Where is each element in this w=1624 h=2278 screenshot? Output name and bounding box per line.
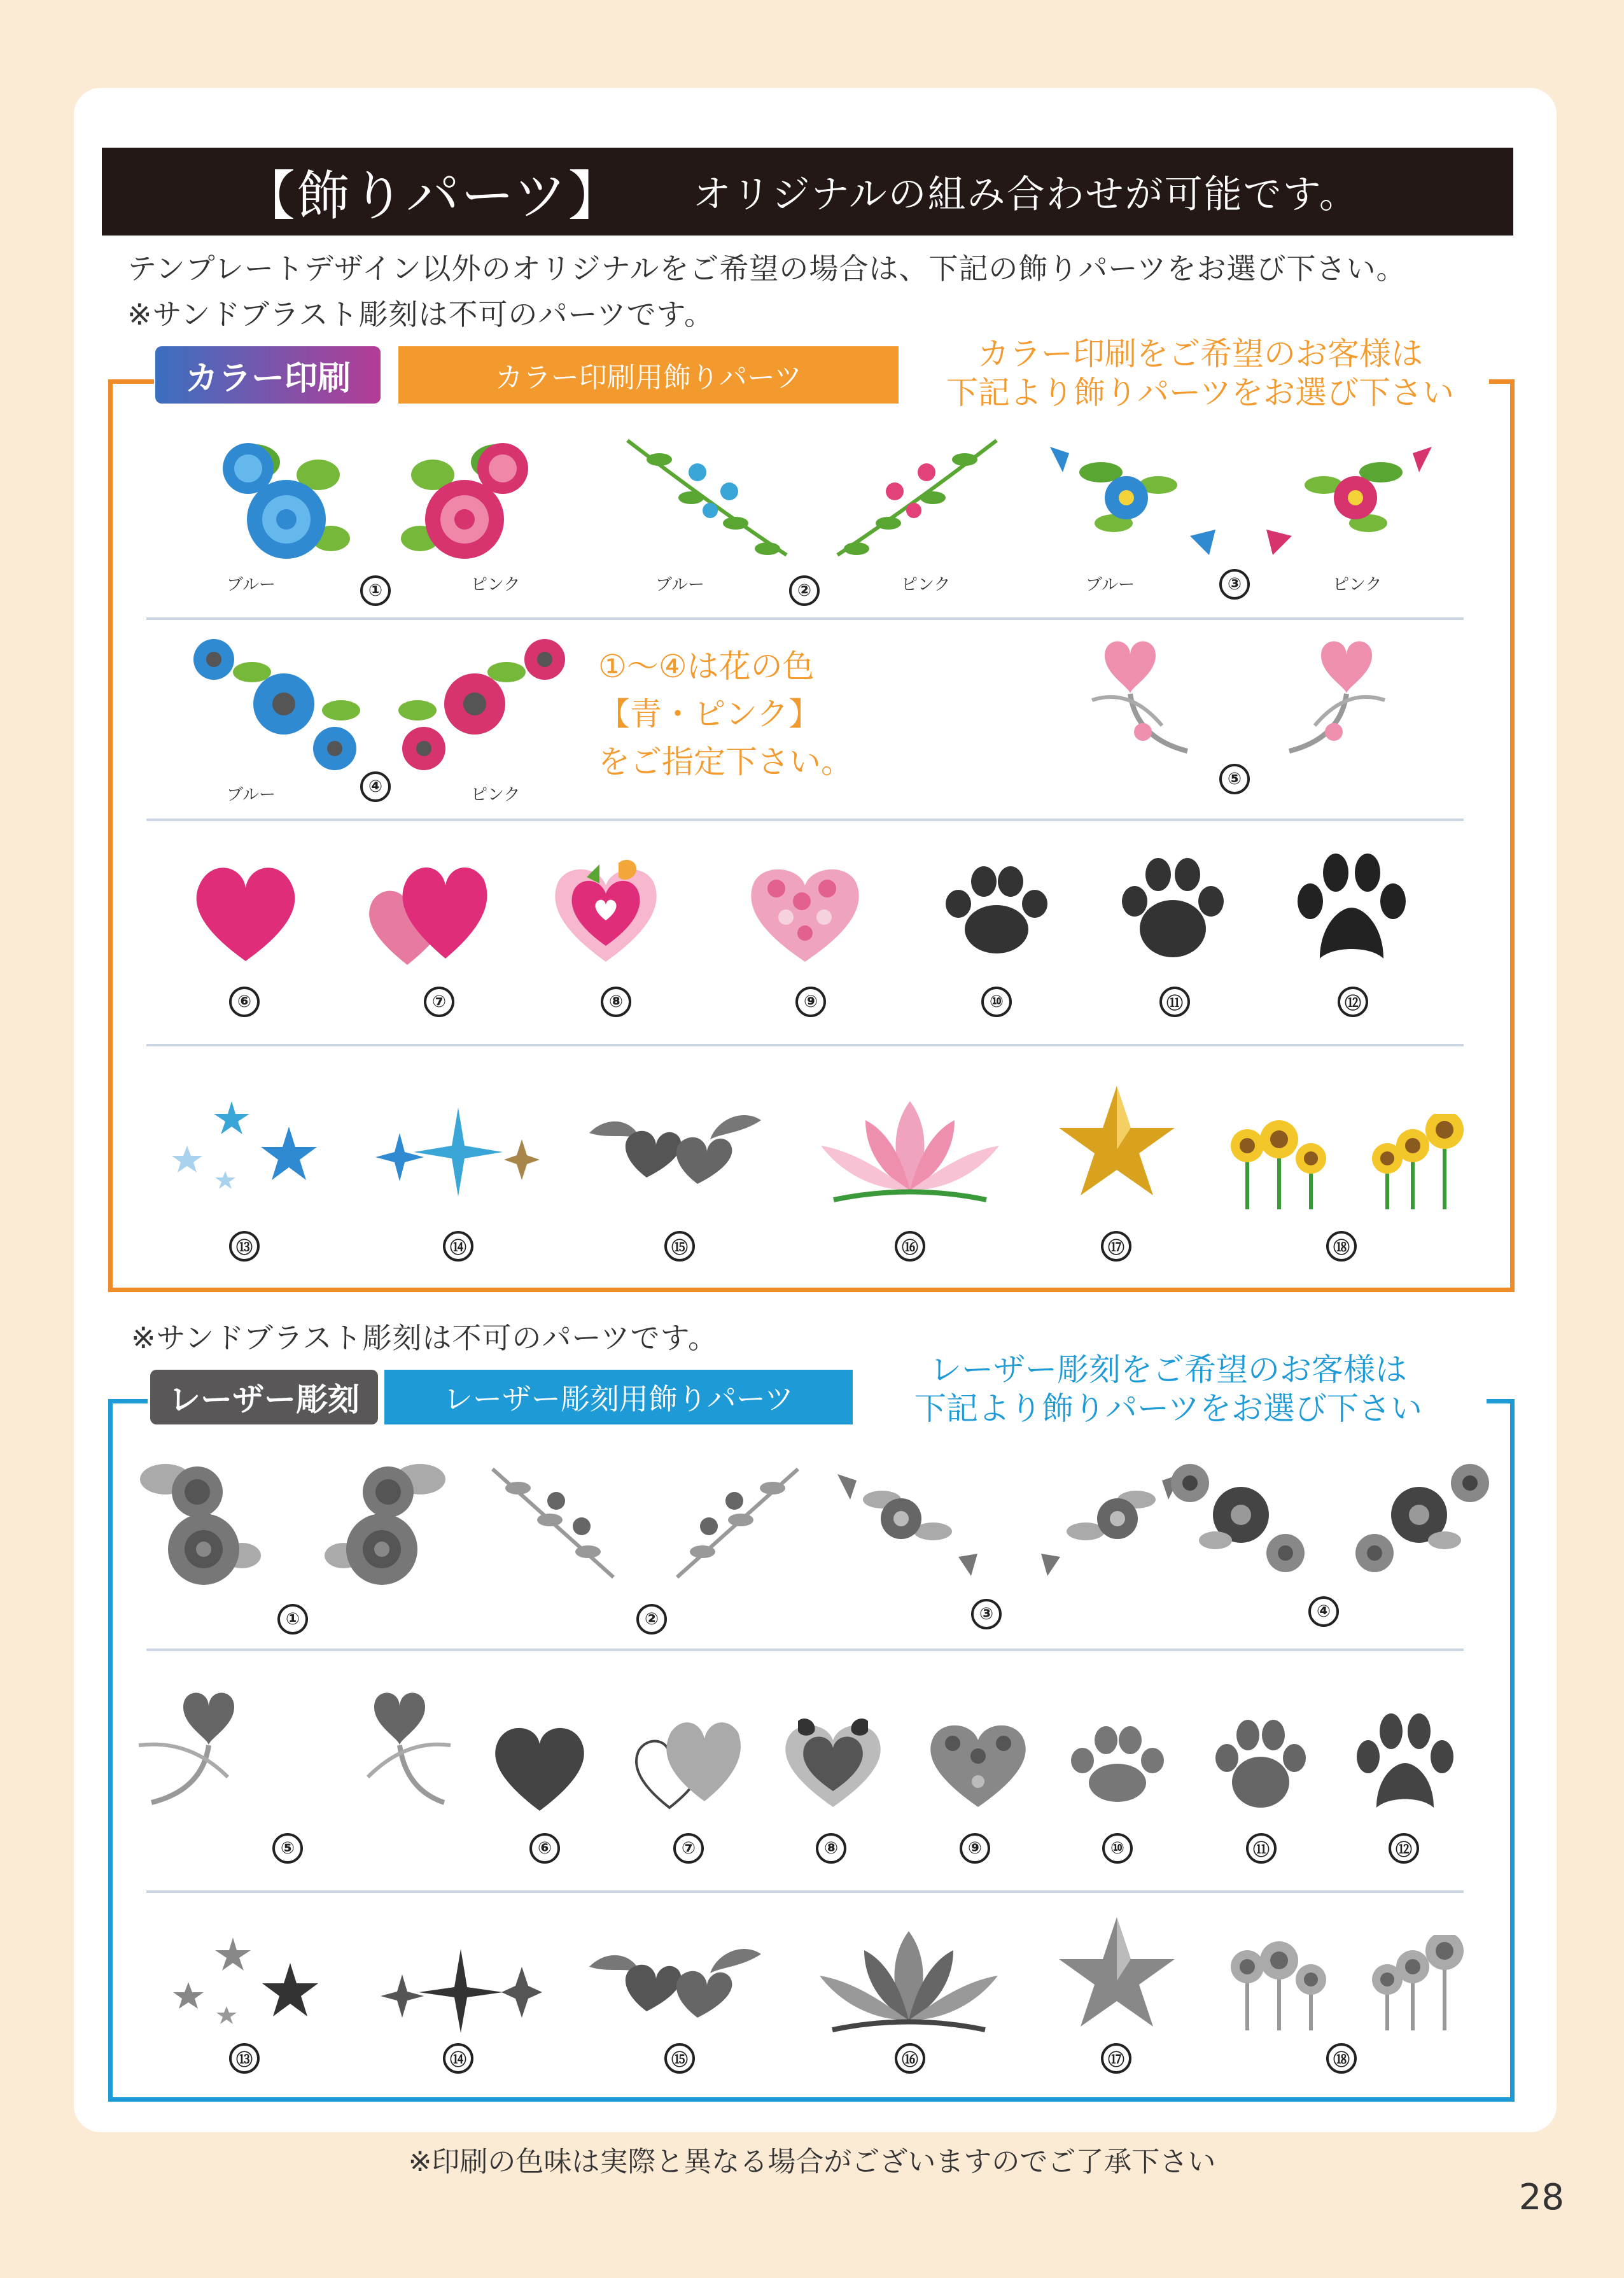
leaf-vine-gray-icon <box>493 1469 798 1577</box>
footer-note: ※印刷の色味は実際と異なる場合がございますのでご了承下さい <box>408 2146 1216 2178</box>
laser-number-11: ⑪ <box>1246 1833 1277 1864</box>
part-7-double-heart-laser[interactable] <box>631 1712 746 1814</box>
color-frame-top-right <box>1489 379 1515 384</box>
part-4-daisy-color[interactable] <box>188 634 570 774</box>
laser-number-9: ⑨ <box>960 1833 990 1864</box>
part-1-rose-laser[interactable] <box>115 1454 471 1594</box>
laser-note-line-2: 下記より飾りパーツをお選び下さい <box>914 1390 1422 1427</box>
part-15-winged-heart-color[interactable] <box>589 1107 761 1197</box>
laser-number-12: ⑫ <box>1389 1833 1419 1864</box>
label-pink-3: ピンク <box>1333 575 1382 594</box>
part-3-branch-laser[interactable] <box>831 1461 1187 1582</box>
leaf-vine-blue-icon <box>627 440 787 555</box>
leaf-vine-pink-icon <box>837 440 997 555</box>
daisy-pink-icon <box>398 639 565 770</box>
part-1-rose-color[interactable] <box>178 430 573 577</box>
flower-branch-gray-icon <box>837 1474 1181 1576</box>
rose-gray-right-icon <box>325 1464 445 1585</box>
rose-blue-icon <box>223 443 350 559</box>
number-16: ⑯ <box>895 1231 925 1262</box>
number-2: ② <box>789 575 820 606</box>
sparkle-icon <box>381 1949 542 2033</box>
part-17-gold-star-color[interactable] <box>1056 1086 1177 1200</box>
heart-icon <box>197 868 295 961</box>
number-17: ⑰ <box>1101 1231 1131 1262</box>
flower-heart-icon <box>751 869 858 962</box>
laser-number-18: ⑱ <box>1326 2043 1357 2074</box>
number-3: ③ <box>1219 569 1250 600</box>
number-1: ① <box>360 575 391 606</box>
heart-swirl-left-icon <box>1092 642 1187 752</box>
stars-icon <box>261 1127 317 1180</box>
laser-number-1: ① <box>277 1604 308 1635</box>
stars-icon <box>262 1963 318 2016</box>
sunflower-icon <box>1231 1114 1464 1209</box>
part-18-sunflower-color[interactable] <box>1215 1114 1470 1209</box>
flower-branch-blue-icon <box>1050 447 1215 555</box>
number-5: ⑤ <box>1219 764 1250 794</box>
laser-note-line-1: レーザー彫刻をご希望のお客様は <box>930 1351 1407 1388</box>
number-10: ⑩ <box>981 987 1012 1017</box>
part-12-paw-large-laser[interactable] <box>1354 1712 1456 1814</box>
color-note-line-1: カラー印刷をご希望のお客様は <box>977 335 1423 372</box>
part-9-flower-heart-color[interactable] <box>745 857 865 965</box>
color-print-subtag: カラー印刷用飾りパーツ <box>398 346 899 404</box>
flower-color-note-line-2: 【青・ピンク】 <box>598 696 820 733</box>
lotus-icon <box>820 1931 998 2030</box>
flower-heart-icon <box>930 1726 1025 1807</box>
part-8-glow-heart-color[interactable] <box>549 857 663 965</box>
laser-number-15: ⑮ <box>664 2043 695 2074</box>
daisy-blue-icon <box>193 639 360 770</box>
divider <box>146 1044 1464 1046</box>
divider <box>146 819 1464 821</box>
part-4-daisy-laser[interactable] <box>1165 1458 1495 1585</box>
label-blue-1: ブルー <box>227 575 276 594</box>
intro-line-2: ※サンドブラスト彫刻は不可のパーツです。 <box>127 297 714 332</box>
number-13: ⑬ <box>229 1231 260 1262</box>
page-title: 【飾りパーツ】 <box>242 164 623 227</box>
flower-branch-pink-icon <box>1266 447 1432 555</box>
part-16-lotus-laser[interactable] <box>813 1925 1004 2039</box>
flower-color-note <box>598 643 853 786</box>
intro-line-1: テンプレートデザイン以外のオリジナルをご希望の場合は、下記の飾りパーツをお選び下さい。 <box>127 251 1406 286</box>
number-18: ⑱ <box>1326 1231 1357 1262</box>
number-7: ⑦ <box>424 987 454 1017</box>
winged-heart-icon <box>589 1949 761 2018</box>
part-3-branch-color[interactable] <box>1037 428 1445 574</box>
part-8-glow-heart-laser[interactable] <box>779 1715 887 1810</box>
part-7-double-heart-color[interactable] <box>363 857 490 971</box>
laser-number-17: ⑰ <box>1101 2043 1131 2074</box>
color-frame-top-left <box>108 379 154 384</box>
paw-medium-icon <box>1215 1720 1306 1808</box>
part-2-vine-color[interactable] <box>621 428 1003 568</box>
laser-number-4: ④ <box>1308 1596 1339 1627</box>
paw-small-icon <box>1071 1726 1164 1802</box>
winged-heart-icon <box>589 1115 761 1184</box>
daisy-gray-icon <box>1171 1464 1489 1572</box>
laser-frame-top-left <box>108 1399 148 1403</box>
rose-gray-left-icon <box>140 1464 261 1585</box>
paw-small-icon <box>946 866 1047 953</box>
part-5-heart-swirl-color[interactable] <box>1067 630 1410 764</box>
lotus-icon <box>821 1101 999 1200</box>
laser-frame-top-right <box>1487 1399 1515 1403</box>
laser-number-7: ⑦ <box>673 1833 704 1864</box>
sparkle-icon <box>375 1107 540 1197</box>
number-9: ⑨ <box>795 987 826 1017</box>
laser-number-2: ② <box>636 1604 667 1635</box>
number-11: ⑪ <box>1159 987 1190 1017</box>
flower-color-note-line-1: ①～④は花の色 <box>598 648 815 685</box>
label-pink-2: ピンク <box>901 575 951 594</box>
part-10-paw-small-laser[interactable] <box>1067 1722 1168 1805</box>
paw-medium-icon <box>1122 858 1224 957</box>
part-15-winged-heart-laser[interactable] <box>589 1941 761 2030</box>
laser-subtag: レーザー彫刻用飾りパーツ <box>384 1370 853 1424</box>
part-18-sunflower-laser[interactable] <box>1215 1935 1470 2030</box>
part-16-lotus-color[interactable] <box>808 1095 1012 1216</box>
part-9-flower-heart-laser[interactable] <box>924 1715 1032 1810</box>
heart-swirl-gray-icon <box>139 1693 451 1803</box>
label-pink-4: ピンク <box>471 785 521 805</box>
color-note-line-2: 下記より飾りパーツをお選び下さい <box>946 374 1454 411</box>
divider <box>146 1649 1464 1651</box>
page-subtitle: オリジナルの組み合わせが可能です。 <box>692 172 1359 217</box>
label-blue-3: ブルー <box>1086 575 1135 594</box>
paw-large-icon <box>1357 1713 1453 1808</box>
paw-large-icon <box>1298 854 1406 959</box>
label-blue-4: ブルー <box>227 785 276 805</box>
laser-number-14: ⑭ <box>443 2043 473 2074</box>
number-15: ⑮ <box>664 1231 695 1262</box>
part-12-paw-large-color[interactable] <box>1294 850 1409 965</box>
laser-tag: レーザー彫刻 <box>150 1370 378 1424</box>
laser-number-3: ③ <box>971 1599 1002 1629</box>
laser-number-13: ⑬ <box>229 2043 260 2074</box>
divider <box>146 617 1464 620</box>
color-print-note <box>914 335 1487 412</box>
part-14-sparkle-color[interactable] <box>375 1101 541 1197</box>
laser-number-10: ⑩ <box>1102 1833 1133 1864</box>
part-6-heart-color[interactable] <box>188 859 303 967</box>
heart-icon <box>495 1728 584 1811</box>
divider <box>146 1890 1464 1893</box>
flower-color-note-line-3: をご指定下さい。 <box>598 743 853 780</box>
label-pink-1: ピンク <box>471 575 521 594</box>
laser-pre-note: ※サンドブラスト彫刻は不可のパーツです。 <box>131 1321 718 1355</box>
number-6: ⑥ <box>229 987 260 1017</box>
page-number: 28 <box>1518 2177 1564 2218</box>
number-8: ⑧ <box>601 987 631 1017</box>
part-2-vine-laser[interactable] <box>486 1456 804 1590</box>
sunflower-icon <box>1231 1935 1464 2030</box>
rose-pink-icon <box>401 443 528 559</box>
laser-note <box>863 1351 1474 1428</box>
part-17-gold-star-laser[interactable] <box>1056 1917 1177 2032</box>
laser-number-16: ⑯ <box>895 2043 925 2074</box>
label-blue-2: ブルー <box>655 575 704 594</box>
title-bar <box>102 148 1513 236</box>
laser-number-8: ⑧ <box>816 1833 846 1864</box>
part-14-sparkle-laser[interactable] <box>378 1944 543 2033</box>
number-12: ⑫ <box>1338 987 1368 1017</box>
color-print-tag: カラー印刷 <box>155 346 381 404</box>
number-4: ④ <box>360 771 391 802</box>
part-10-paw-small-color[interactable] <box>939 859 1054 961</box>
part-5-heart-swirl-laser[interactable] <box>126 1682 457 1815</box>
laser-number-5: ⑤ <box>272 1833 303 1864</box>
part-6-heart-laser[interactable] <box>489 1719 591 1814</box>
heart-swirl-right-icon <box>1289 642 1385 752</box>
part-13-stars-laser[interactable] <box>163 1937 322 2033</box>
part-11-paw-medium-color[interactable] <box>1119 855 1227 964</box>
part-13-stars-color[interactable] <box>168 1101 327 1197</box>
number-14: ⑭ <box>443 1231 473 1262</box>
part-11-paw-medium-laser[interactable] <box>1213 1719 1308 1814</box>
laser-number-6: ⑥ <box>529 1833 560 1864</box>
